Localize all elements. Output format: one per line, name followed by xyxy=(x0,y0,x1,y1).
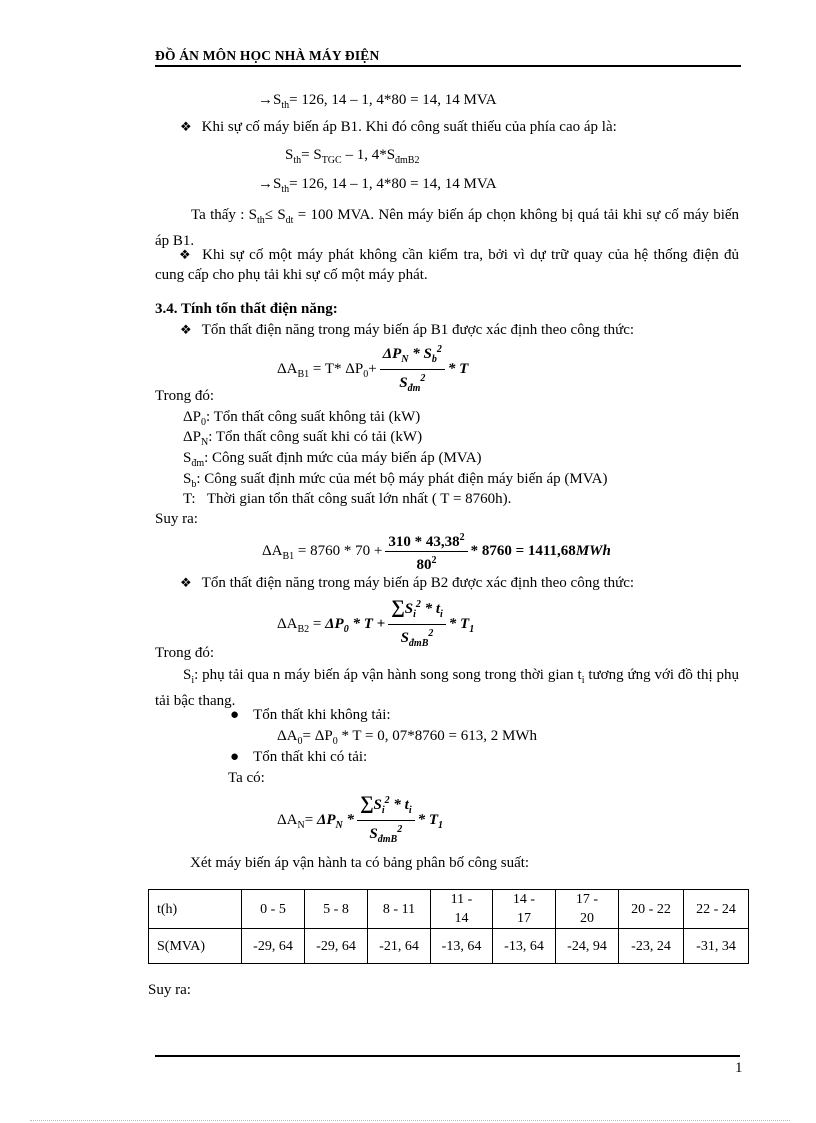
table-cell: -23, 24 xyxy=(619,929,684,964)
label-trong-do: Trong đó: xyxy=(155,388,215,404)
def-t: T: Thời gian tổn thất công suất lớn nhất ( T = 8760h). xyxy=(183,491,512,507)
formula-delta-an: $\Delta A_N= \Delta P_N$ * $\frac{\sum S_i^2 * t_i}{S_{đmB}^2}$ * $T_1$ xyxy=(277,793,443,848)
fraction: $\frac{\sum S_i^2 * t_i}{S_{đmB}^2}$ xyxy=(357,793,415,848)
page-bottom-divider xyxy=(30,1120,790,1121)
table-row xyxy=(149,929,749,964)
bullet-generator-fault: ❖ Khi sự cố một máy phát không cần kiểm tra, bởi vì dự trữ quay của hệ thống điện đủ cung cấp cho phụ tải khi sự cố một máy phát. xyxy=(155,247,739,283)
diamond-bullet-icon: ❖ xyxy=(180,119,192,134)
diamond-bullet-icon: ❖ xyxy=(180,322,192,337)
table-cell: 14 - 17 xyxy=(493,890,556,929)
table-cell: 0 - 5 xyxy=(242,890,305,929)
bullet-b2-loss: ❖ Tổn thất điện năng trong máy biến áp B2 được xác định theo công thức: xyxy=(180,575,635,591)
table-cell: 17 - 20 xyxy=(556,890,619,929)
def-si: $S_i$: phụ tải qua n máy biến áp vận hành song song trong thời gian $t_i$ tương ứng với đồ thị phụ tải bậc thang. xyxy=(155,667,739,709)
footer-rule xyxy=(155,1055,740,1057)
equation-delta-a0: $\Delta A_0= \Delta P_0 * T = 0$, 07*8760 = 613, 2 MWh xyxy=(277,728,537,747)
power-distribution-table xyxy=(148,889,749,964)
diamond-bullet-icon: ❖ xyxy=(179,247,193,262)
formula-delta-a-b1: $\Delta A_{B1} = T*$ $\Delta P_0+$ $\frac{\Delta P_N * S_b^2}{S_{đm}^2}$ * T xyxy=(277,342,468,397)
table-cell: t(h) xyxy=(149,890,242,929)
bullet-transformer-b1-fault: ❖ Khi sự cố máy biến áp B1. Khi đó công suất thiếu của phía cao áp là: xyxy=(180,119,617,135)
page-number: 1 xyxy=(735,1060,743,1076)
list-item-load: ● Tổn thất khi có tải: xyxy=(230,749,368,765)
table-cell: -13, 64 xyxy=(431,929,493,964)
paragraph-conclusion: Ta thấy : $S_{th}\le S_{dt} = 100$ MVA. Nên máy biến áp chọn không bị quá tải khi sự cố máy biến áp B1. xyxy=(155,207,740,249)
section-heading: 3.4. Tính tổn thất điện năng: xyxy=(155,301,338,317)
def-dp0: $\Delta P_0$: Tổn thất công suất không tải (kW) xyxy=(183,409,421,428)
fraction: $\frac{\sum S_i^2 * t_i}{S_{đmB}^2}$ xyxy=(388,597,446,652)
label-suy-ra: Suy ra: xyxy=(155,511,198,527)
equation-sth: $S_{th}= S_{TGC} - 1$, $4*S_{đmB2}$ xyxy=(285,147,420,166)
def-sb: $S_b$: Công suất định mức của mét bộ máy phát điện máy biến áp (MVA) xyxy=(183,471,608,490)
label-xet: Xét máy biến áp vận hành ta có bảng phân bố công suất: xyxy=(190,855,530,871)
header-rule xyxy=(155,65,741,67)
table-cell: -13, 64 xyxy=(493,929,556,964)
table-cell: -29, 64 xyxy=(242,929,305,964)
calc-delta-a-b1: $\Delta A_{B1} = 8760 * 70$ + $\frac{310 * 43,38^2}{80^2}$ * 8760 = 1411,68MWh xyxy=(262,532,611,573)
list-item-no-load: ● Tổn thất khi không tải: xyxy=(230,707,391,723)
label-trong-do-2: Trong đó: xyxy=(155,645,215,661)
table-cell: S(MVA) xyxy=(149,929,242,964)
round-bullet-icon: ● xyxy=(230,707,240,723)
def-dpn: $\Delta P_N$: Tổn thất công suất khi có tải (kW) xyxy=(183,429,423,448)
formula-delta-a-b2: $\Delta A_{B2} = \Delta P_0 * T$ + $\frac{\sum S_i^2 * t_i}{S_{đmB}^2}$ * $T_1$ xyxy=(277,597,474,652)
fraction: $\frac{\Delta P_N * S_b^2}{S_{đm}^2}$ xyxy=(380,342,445,397)
label-ta-co: Ta có: xyxy=(228,770,265,786)
round-bullet-icon: ● xyxy=(230,749,240,765)
diamond-bullet-icon: ❖ xyxy=(180,575,192,590)
fraction: $\frac{310 * 43,38^2}{80^2}$ xyxy=(385,530,467,573)
table-row xyxy=(149,890,749,929)
table-cell: 8 - 11 xyxy=(368,890,431,929)
table-cell: 22 - 24 xyxy=(684,890,749,929)
table-cell: -21, 64 xyxy=(368,929,431,964)
label-suy-ra-2: Suy ra: xyxy=(148,982,191,998)
line-sth-result: $\to S_{th}= 126$, 14 – 1, 4*80 = 14, 14 MVA xyxy=(258,92,497,111)
header-title: ĐỒ ÁN MÔN HỌC NHÀ MÁY ĐIỆN xyxy=(155,48,380,63)
table-cell: 5 - 8 xyxy=(305,890,368,929)
table-cell: -29, 64 xyxy=(305,929,368,964)
table-cell: -31, 34 xyxy=(684,929,749,964)
table-cell: 20 - 22 xyxy=(619,890,684,929)
bullet-b1-loss: ❖ Tổn thất điện năng trong máy biến áp B1 được xác định theo công thức: xyxy=(180,322,635,338)
table-cell: -24, 94 xyxy=(556,929,619,964)
def-sdm: $S_{đm}$: Công suất định mức của máy biến áp (MVA) xyxy=(183,450,482,469)
table-cell: 11 - 14 xyxy=(431,890,493,929)
equation-sth-value: $\to S_{th}= 126$, 14 – 1, 4*80 = 14, 14 MVA xyxy=(258,176,497,195)
